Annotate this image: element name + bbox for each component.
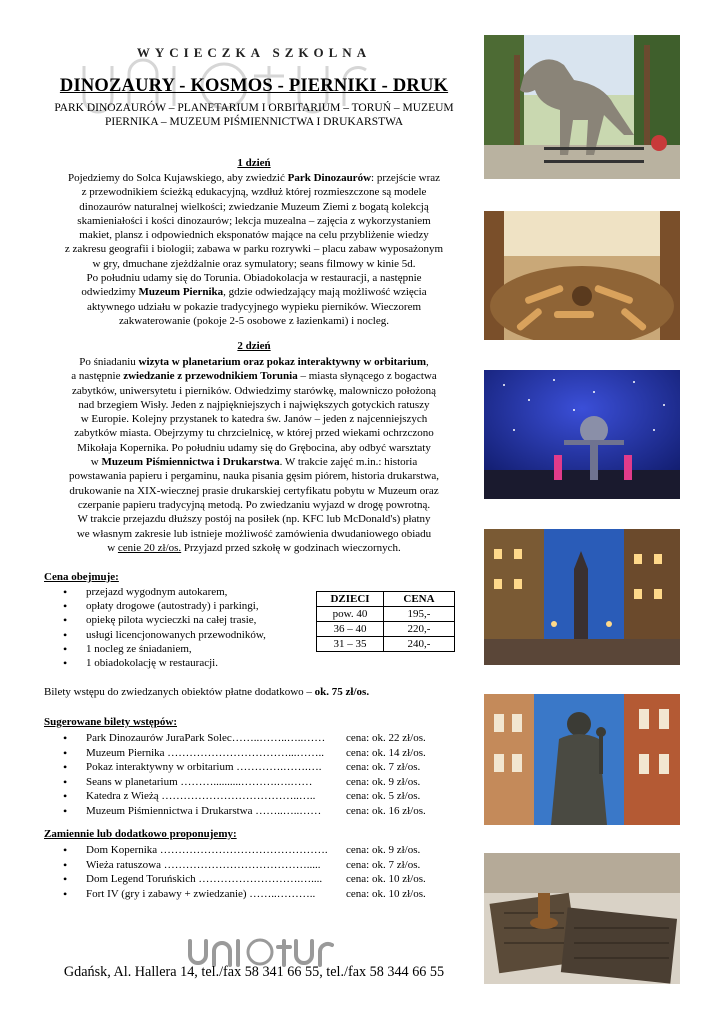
list-item: • opłaty drogowe (autostrady) i parkingi, [44,599,266,613]
table-row [317,607,455,622]
list-item: • przejazd wygodnym autokarem, [44,585,266,599]
paragraph-line: a następnie zwiedzanie z przewodnikiem Torunia – miasta słynącego z bogactwa [71,370,437,383]
price-table-header: DZIECI [317,592,384,607]
list-item: • 1 nocleg ze śniadaniem, [44,642,266,656]
ticket-price: cena: ok. 16 zł/os. [346,804,426,817]
paragraph-line: w Muzeum Piśmiennictwa i Drukarstwa. W trakcie zajęć m.in.: historia [90,456,418,469]
day2-heading: 2 dzień [237,340,271,352]
paragraph-line: zabytków, uniwersytetu i pierników. Odwiedzimy starówkę, malowniczo położoną [72,384,436,397]
table-cell: 195,- [384,607,455,622]
list-item [44,887,464,902]
ticket-name: Muzeum Piernika ……………………………...…….. [86,746,325,759]
table-row [317,637,455,652]
paragraph-line: W trakcie przejazdu dłuższy postój na posiłek (np. KFC lub McDonald's) płatny [77,513,431,526]
table-cell: pow. 40 [317,607,384,622]
ticket-name: Seans w planetarium ………..........……….….…… [86,775,313,788]
list-item [44,746,464,761]
price-table [316,591,455,652]
ticket-price: cena: ok. 9 zł/os. [346,775,421,788]
photo-gingerbread-workshop [484,211,680,340]
paragraph-line: z przewodnikiem ścieżką edukacyjną, wzdłuż której rozmieszczone są modele [81,186,427,199]
ticket-name: Wieża ratuszowa …………………………………..... [86,858,321,871]
photo-copernicus-statue [484,694,680,825]
ticket-name: Park Dinozaurów JuraPark Solec……..……..…..…… [86,732,326,744]
table-cell: 31 – 35 [317,637,384,652]
tickets-note-text: Bilety wstępu do zwiedzanych obiektów płatne dodatkowo – [44,686,315,698]
bold-run: Park Dinozaurów [287,172,372,184]
list-item [44,804,464,819]
paragraph-line: odwiedzimy Muzeum Piernika, gdzie odwiedzający mają możliwość wzięcia [81,286,427,299]
price-includes-heading: Cena obejmuje: [44,571,119,583]
list-item [44,789,464,804]
table-cell: 240,- [384,637,455,652]
tickets-note-amount: ok. 75 zł/os. [314,686,370,698]
footer-address: Gdańsk, Al. Hallera 14, tel./fax 58 341 66 55, tel./fax 58 344 66 55 [63,964,445,980]
day1-heading: 1 dzień [237,157,271,169]
paragraph-line: z zakresu geografii i biologii; zabawa w parku rozrywki – placu zabaw wyposażonym [64,243,444,256]
subtitle-line: PARK DINOZAURÓW – PLANETARIUM I ORBITARIUM – TORUŃ – MUZEUM [54,102,454,114]
ticket-price: cena: ok. 9 zł/os. [346,844,421,856]
suggested-tickets-list [44,731,464,819]
table-cell: 220,- [384,622,455,637]
bold-run: wizyta w planetarium oraz pokaz interaktywny w orbitarium [138,356,427,368]
paragraph-line: drukowanie na XIX-wiecznej prasie drukarskiej certyfikatu pobytu w Muzeum oraz [69,484,439,497]
paragraph-line: skamieniałości i kości dinozaurów; lekcja muzealna – zajęcia z wykorzystaniem [77,214,431,227]
ticket-price: cena: ok. 7 zł/os. [346,761,421,774]
paragraph-line: powstawania papieru i pergaminu, nauka pisania gęsim piórem, historia drukarstwa, [68,470,440,483]
paragraph-line: Po południu udamy się do Torunia. Obiadokolacja w restauracji, a następnie [86,272,422,285]
ticket-price: cena: ok. 5 zł/os. [346,790,421,803]
paragraph-line: w Europie. Kolejny przystanek to katedra św. Janów – jeden z najcenniejszych [80,413,428,426]
ticket-name: Muzeum Piśmiennictwa i Drukarstwa ……..…..…… [86,804,322,817]
suggested-tickets-heading: Sugerowane bilety wstępów: [44,716,178,728]
list-item [44,760,464,775]
list-item: • opiekę pilota wycieczki na całej trasie, [44,613,266,627]
day1-description [34,171,474,328]
list-item [44,858,464,873]
list-item: • usługi licencjonowanych przewodników, [44,628,266,642]
paragraph-line: we własnym zakresie lub istnieje możliwość zamówienia dwudaniowego obiadu [76,527,432,540]
ticket-name: Katedra z Wieżą ………………………………..….. [86,790,316,803]
photo-planetarium [484,370,680,499]
list-item [44,731,464,746]
day2-description [34,355,474,555]
underlined-run: cenie 20 zł/os. [117,541,182,554]
photo-dinosaur [484,35,680,179]
ticket-name: Pokaz interaktywny w orbitarium ………….…….…. [86,761,322,774]
paragraph-line: zabytków miasta. Obejrzymy tu chrzcielnicę, w której przed wiekami ochrzczono [74,427,434,440]
paragraph-line: w gry, dmuchane zjeżdżalnie oraz symulatory; seans filmowy w kinie 5d. [92,257,416,270]
paragraph-line: makiet, plansz i odpowiednich eksponatów mające na celu przybliżenie wiedzy [79,229,429,242]
table-row [317,622,455,637]
trip-kicker: WYCIECZKA SZKOLNA [136,45,372,60]
bold-run: Muzeum Piśmiennictwa i Drukarstwa [101,456,280,469]
ticket-name: Dom Legend Toruńskich ……………………….….... [86,873,323,886]
ticket-price: cena: ok. 7 zł/os. [346,858,421,871]
ticket-price: cena: ok. 14 zł/os. [346,746,426,759]
page-title: DINOZAURY - KOSMOS - PIERNIKI - DRUK [59,76,449,96]
subtitle-line: PIERNIKA – MUZEUM PIŚMIENNICTWA I DRUKARSTWA [104,116,404,128]
ticket-name: Fort IV (gry i zabawy + zwiedzanie) ……..……….. [86,887,316,900]
ticket-price: cena: ok. 22 zł/os. [346,732,426,744]
alternatives-list [44,843,464,901]
paragraph-line: Po śniadaniu wizyta w planetarium oraz pokaz interaktywny w orbitarium, [79,356,429,368]
table-cell: 36 – 40 [317,622,384,637]
list-item [44,843,464,858]
ticket-name: Dom Kopernika ………………………………………. [86,844,328,856]
paragraph-line: Mikołaja Kopernika. Po południu udamy się do Grębocina, aby odbyć warsztaty [77,441,431,454]
price-includes-list [44,585,266,670]
bold-run: Muzeum Piernika [138,286,224,299]
bold-run: zwiedzanie z przewodnikiem Torunia [123,370,298,383]
paragraph-line: dinozaurów naturalnej wielkości; zwiedzanie Muzeum Ziemi z bogatą kolekcją [79,200,429,213]
list-item [44,775,464,790]
list-item [44,872,464,887]
paragraph-line: w cenie 20 zł/os. Przyjazd przed szkołę w godzinach wieczornych. [107,541,401,554]
ticket-price: cena: ok. 10 zł/os. [346,887,426,900]
photo-printing-press [484,853,680,984]
paragraph-line: aktywnego udziału w pokazie tradycyjnego wypieku pierników. Wieczorem [86,300,422,313]
page-subtitle [34,101,474,129]
tickets-note [44,686,369,698]
list-item: • 1 obiadokolację w restauracji. [44,656,266,670]
ticket-price: cena: ok. 10 zł/os. [346,873,426,886]
paragraph-line: nad brzegiem Wisły. Jeden z najpiękniejszych i największych gotyckich ratuszy [78,398,430,411]
alternatives-heading: Zamiennie lub dodatkowo proponujemy: [44,828,237,840]
paragraph-line: czerpanie papieru tradycyjną metodą. Po zwiedzaniu wyjazd w drogę powrotną. [77,498,431,511]
paragraph-line: Pojedziemy do Solca Kujawskiego, aby zwiedzić Park Dinozaurów: przejście wraz [67,172,441,184]
paragraph-line: zakwaterowanie (pokoje 2-5 osobowe z łazienkami) i nocleg. [118,314,389,327]
photo-torun-street [484,529,680,665]
price-table-header: CENA [384,592,455,607]
